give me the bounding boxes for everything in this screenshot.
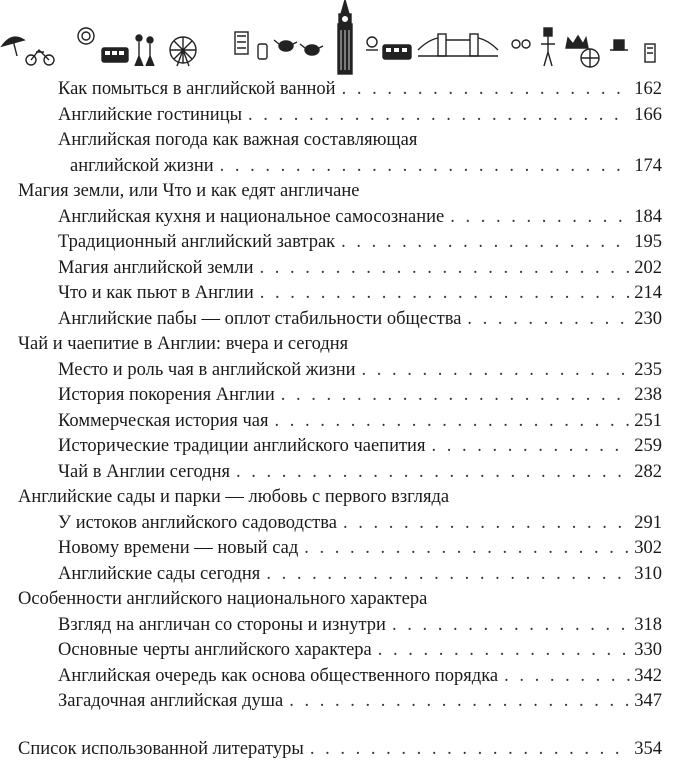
toc-entry-title: Исторические традиции английского чаепития xyxy=(58,434,425,460)
leader-dots xyxy=(260,281,631,307)
coin-icon xyxy=(78,28,94,44)
leader-dots xyxy=(304,536,630,562)
toc-entry-page: 347 xyxy=(634,689,662,715)
toc-entry xyxy=(18,230,662,256)
toc-entry-title: Коммерческая история чая xyxy=(58,409,268,435)
toc-entry-page: 342 xyxy=(634,664,662,690)
toc-entry-page: 330 xyxy=(634,638,662,664)
toc-entry xyxy=(18,103,662,129)
toc-chapter xyxy=(18,485,662,511)
toc-entry-title: Английская очередь как основа общественного порядка xyxy=(58,664,498,690)
toc-entry-title: Чай в Англии сегодня xyxy=(58,460,230,486)
toc-entry xyxy=(18,307,662,333)
teacup-icon xyxy=(366,37,378,50)
toc-entry-page: 259 xyxy=(634,434,662,460)
guard-icon xyxy=(541,28,555,66)
toc-chapter xyxy=(18,332,662,358)
toc-entry-page: 318 xyxy=(634,613,662,639)
toc-entry-page: 184 xyxy=(634,205,662,231)
toc-entry-page: 214 xyxy=(634,281,662,307)
leader-dots xyxy=(236,460,630,486)
phone-box-icon xyxy=(235,32,248,54)
toc-chapter-title: Особенности английского национального характера xyxy=(18,587,427,613)
toc-entry xyxy=(18,128,662,154)
umbrella-icon xyxy=(2,37,24,56)
leader-dots xyxy=(259,256,630,282)
leader-dots xyxy=(431,434,630,460)
toc-entry xyxy=(18,409,662,435)
toc-entry-page: 174 xyxy=(634,154,662,180)
toc-entry-page: 302 xyxy=(634,536,662,562)
leader-dots xyxy=(504,664,630,690)
toc-entry-title: У истоков английского садоводства xyxy=(58,511,337,537)
toc-entry-title: Английские пабы — оплот стабильности общества xyxy=(58,307,461,333)
toc-chapter-title: Список использованной литературы xyxy=(18,737,304,762)
leader-dots xyxy=(467,307,630,333)
toc-entry xyxy=(18,256,662,282)
teapot-icon xyxy=(300,44,323,55)
toc-entry-page: 166 xyxy=(634,103,662,129)
big-ben-icon xyxy=(338,0,352,74)
toc-entry-page: 230 xyxy=(634,307,662,333)
london-eye-icon xyxy=(581,49,599,67)
toc-entry-page: 310 xyxy=(634,562,662,588)
toc-entry xyxy=(18,358,662,384)
pedestrians-icon xyxy=(135,35,154,66)
toc-entry xyxy=(18,281,662,307)
leader-dots xyxy=(266,562,630,588)
leader-dots xyxy=(281,383,631,409)
table-of-contents xyxy=(18,77,662,762)
toc-entry xyxy=(18,536,662,562)
toc-entry-page: 238 xyxy=(634,383,662,409)
toc-entry xyxy=(18,638,662,664)
toc-entry xyxy=(18,689,662,715)
toc-entry-page: 195 xyxy=(634,230,662,256)
toc-entry-title: английской жизни xyxy=(70,154,214,180)
double-decker-bus-icon xyxy=(102,48,128,62)
leader-dots xyxy=(392,613,630,639)
toc-entry-page: 251 xyxy=(634,409,662,435)
toc-entry-title: Английская кухня и национальное самосознание xyxy=(58,205,444,231)
toc-entry-page: 235 xyxy=(634,358,662,384)
toc-entry-title: Как помыться в английской ванной xyxy=(58,77,336,103)
leader-dots xyxy=(362,358,631,384)
toc-entry-title: История покорения Англии xyxy=(58,383,275,409)
london-eye-icon xyxy=(170,37,196,66)
toc-chapter-title: Чай и чаепитие в Англии: вчера и сегодня xyxy=(18,332,348,358)
mobile-phone-icon xyxy=(258,44,267,59)
crown-icon xyxy=(566,36,588,48)
toc-entry-page: 202 xyxy=(634,256,662,282)
toc-entry-title: Магия английской земли xyxy=(58,256,253,282)
toc-entry-page: 282 xyxy=(634,460,662,486)
toc-entry-title: Традиционный английский завтрак xyxy=(58,230,335,256)
toc-entry-title: Новому времени — новый сад xyxy=(58,536,298,562)
leader-dots xyxy=(220,154,631,180)
toc-chapter xyxy=(18,737,662,762)
toc-entry xyxy=(18,664,662,690)
teapot-icon xyxy=(274,40,297,51)
toc-entry xyxy=(18,205,662,231)
toc-entry xyxy=(18,434,662,460)
toc-entry xyxy=(18,511,662,537)
leader-dots xyxy=(310,737,630,762)
glasses-icon xyxy=(512,40,530,48)
decorative-banner xyxy=(0,0,688,78)
toc-entry-page: 291 xyxy=(634,511,662,537)
toc-entry xyxy=(18,383,662,409)
toc-entry-title: Английские сады сегодня xyxy=(58,562,260,588)
toc-chapter xyxy=(18,587,662,613)
toc-entry-title: Английские гостиницы xyxy=(58,103,242,129)
bicycle-icon xyxy=(26,50,54,65)
leader-dots xyxy=(378,638,630,664)
toc-entry-title: Загадочная английская душа xyxy=(58,689,283,715)
toc-entry-title: Взгляд на англичан со стороны и изнутри xyxy=(58,613,386,639)
leader-dots xyxy=(343,511,630,537)
toc-chapter-title: Английские сады и парки — любовь с первого взгляда xyxy=(18,485,449,511)
toc-entry xyxy=(18,613,662,639)
toc-entry xyxy=(18,77,662,103)
top-hat-icon xyxy=(610,40,628,50)
phone-box-icon xyxy=(645,44,655,62)
toc-entry-title: Что и как пьют в Англии xyxy=(58,281,254,307)
toc-entry xyxy=(18,460,662,486)
toc-entry xyxy=(18,562,662,588)
toc-entry-title: Основные черты английского характера xyxy=(58,638,372,664)
leader-dots xyxy=(289,689,630,715)
leader-dots xyxy=(342,77,631,103)
toc-chapter xyxy=(18,179,662,205)
tower-bridge-icon xyxy=(418,34,498,56)
leader-dots xyxy=(248,103,630,129)
toc-entry-title: Место и роль чая в английской жизни xyxy=(58,358,356,384)
toc-entry-page: 354 xyxy=(634,737,662,762)
toc-entry-page: 162 xyxy=(634,77,662,103)
double-decker-bus-icon xyxy=(383,45,411,59)
leader-dots xyxy=(341,230,630,256)
leader-dots xyxy=(450,205,630,231)
leader-dots xyxy=(274,409,630,435)
toc-chapter-title: Магия земли, или Что и как едят англичане xyxy=(18,179,359,205)
toc-entry xyxy=(18,154,662,180)
toc-entry-title: Английская погода как важная составляющая xyxy=(58,128,417,154)
